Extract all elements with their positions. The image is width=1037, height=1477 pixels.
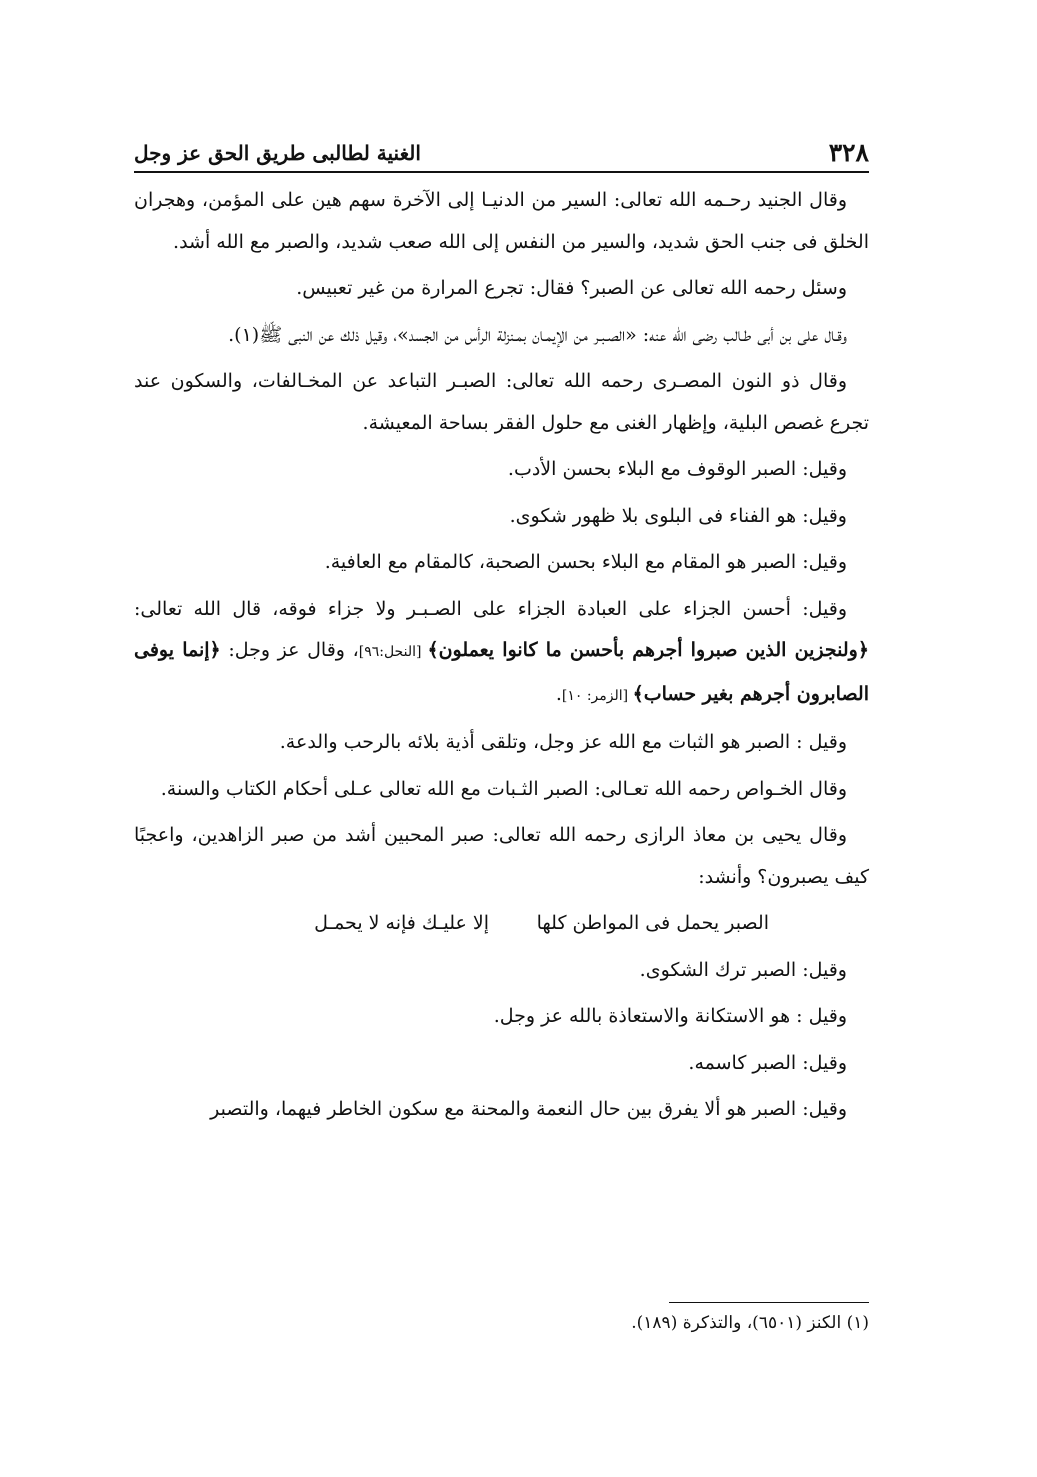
page-body (134, 180, 869, 1136)
paragraph-8-intro: وقيل: أحسن الجزاء على العبادة الجزاء على الصـبـر ولا جزاء فوقه، قال الله تعالى: (134, 597, 847, 620)
paragraph-14: وقيل: الصبر كاسمه. (688, 1051, 847, 1074)
poem-hemistich-2: إلا عليـك فإنه لا يحمـل (314, 912, 489, 934)
paragraph-8-end: . (555, 682, 562, 705)
paragraph-8-mid: ، وقال عز وجل: (220, 639, 359, 661)
verse-citation-1: [النحل:٩٦] (358, 644, 428, 660)
quran-verse-1: ﴿ولنجزين الذين صبروا أجرهم بأحسن ما كانوا يعملون﴾ (427, 639, 869, 661)
paragraph-8 (134, 589, 869, 718)
page-header (134, 128, 869, 168)
running-title: الغنية لطالبى طريق الحق عز وجل (134, 141, 421, 165)
footnote-rule (669, 1302, 869, 1303)
paragraph-6: وقيل: هو الفناء فى البلوى بلا ظهور شكوى. (509, 504, 847, 527)
paragraph-9: وقيل : الصبر هو الثبات مع الله عز وجل، وتلقى أذية بلائه بالرحب والدعة. (279, 731, 847, 753)
poem-verse (134, 903, 869, 945)
paragraph-15: وقيل: الصبر هو ألا يفرق بين حال النعمة والمحنة مع سكون الخاطر فيهما، والتصبر (210, 1098, 847, 1120)
paragraph-7: وقيل: الصبر هو المقام مع البلاء بحسن الصحبة، كالمقام مع العافية. (324, 551, 847, 573)
verse-citation-2: [الزمر: ١٠] (561, 687, 633, 704)
paragraph-10: وقال الخـواص رحمه الله تعـالى: الصبر الثـبات مع الله تعالى عـلى أحكام الكتاب والسنة. (160, 777, 847, 800)
paragraph-4: وقال ذو النون المصـرى رحمه الله تعالى: الصبـر التباعد عن المخـالفات، والسكون عند تجرع غصص البلية، وإظهار الغنى مع حلول الفقر بساحة المعيشة. (134, 370, 869, 434)
paragraph-12: وقيل: الصبر ترك الشكوى. (639, 958, 847, 981)
paragraph-3: وقـال على بن أبى طـالب رضى الله عنه: «الصـبـر من الإيمـان بمـنزلة الرأس من الجسد»، وقيل ذلك عن النبى ﷺ(١). (228, 323, 847, 346)
footnote: (١) الكنز (٦٥٠١)، والتذكرة (١٨٩). (631, 1313, 869, 1333)
page-number: ٣٢٨ (828, 138, 869, 167)
paragraph-13: وقيل : هو الاستكانة والاستعاذة بالله عز وجل. (493, 1005, 847, 1027)
poem-hemistich-1: الصبر يحمل فى المواطن كلها (536, 912, 769, 934)
header-rule (134, 171, 869, 173)
paragraph-2: وسئل رحمه الله تعالى عن الصبر؟ فقال: تجرع المرارة من غير تعبيس. (296, 277, 847, 299)
paragraph-11: وقال يحيى بن معاذ الرازى رحمه الله تعالى: صبر المحبين أشد من صبر الزاهدين، واعجبًا كيف يصبرون؟ وأنشد: (134, 824, 869, 888)
paragraph-5: وقيل: الصبر الوقوف مع البلاء بحسن الأدب. (507, 458, 847, 480)
quran-verse-2: ﴿إنما يوفى الصابرون أجرهم بغير حساب﴾ (134, 639, 869, 705)
paragraph-1: وقال الجنيد رحـمه الله تعالى: السير من الدنيـا إلى الآخرة سهم هين على المؤمن، وهجران الخلق فى جنب الحق شديد، والسير من النفس إلى الله صعب شديد، والصبر مع الله أشد. (134, 189, 869, 253)
